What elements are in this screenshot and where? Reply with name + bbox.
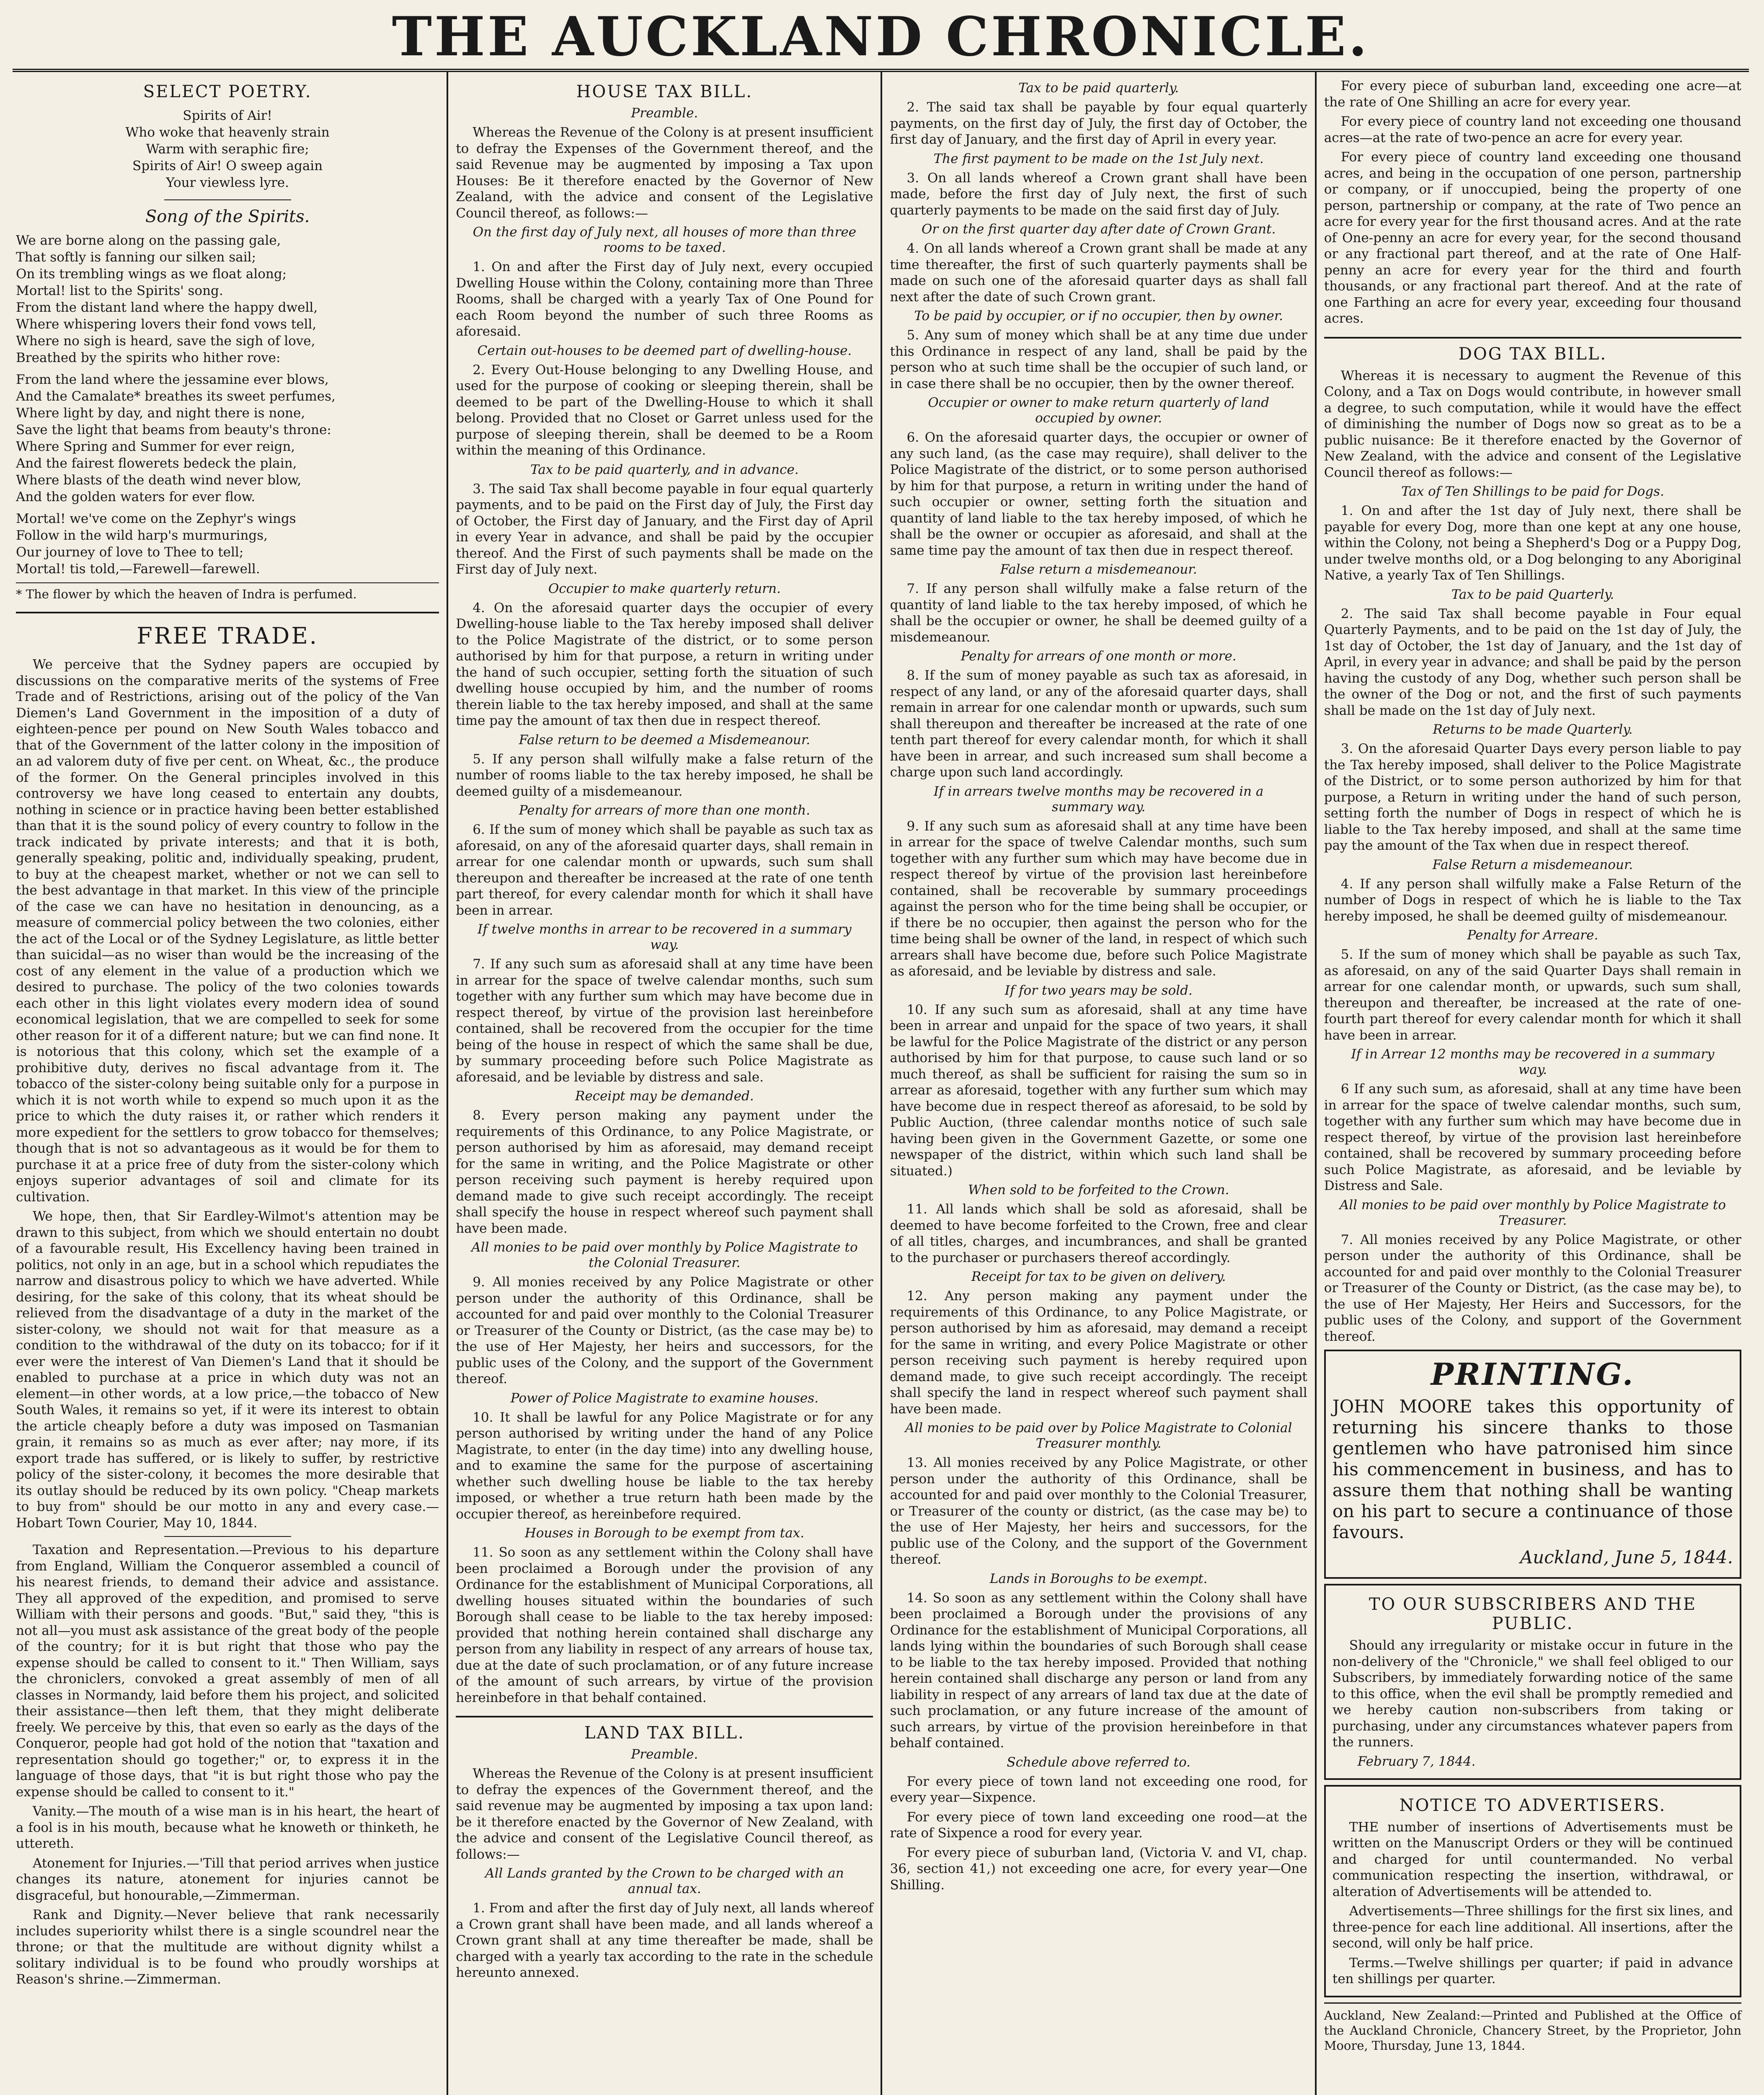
clause-paragraph: 13. All monies received by any Police Magistrate, or other person under the authority of this Ordinance, shall be accounted for and paid over monthly to the Colonial Treasurer, or Treasurer of the county or district, (as the case may be) to the use of Her Majesty, her heirs and successors, for the public use of the Colony, and the support of the Government thereof.: [890, 1455, 1307, 1567]
intro-line: Spirits of Air! O sweep again: [132, 158, 323, 173]
sidenote: Receipt may be demanded.: [575, 1089, 754, 1104]
sidenote: All monies to be paid over by Police Magistrate to Colonial Treasurer monthly.: [905, 1420, 1292, 1451]
verse-line: Mortal! tis told,—Farewell—farewell.: [16, 561, 260, 577]
preamble-label: Preamble.: [631, 1747, 698, 1762]
printing-title: PRINTING.: [1431, 1356, 1635, 1392]
advertisers-terms: Terms.—Twelve shillings per quarter; if paid in advance ten shillings per quarter.: [1332, 1955, 1733, 1986]
verse-line: Where no sigh is heard, save the sigh of love,: [16, 334, 315, 349]
sidenote: All monies to be paid over monthly by Police Magistrate to the Colonial Treasurer.: [471, 1240, 858, 1270]
subscribers-text: Should any irregularity or mistake occur in future in the non-delivery of the "Chronicle," we shall feel obliged to our Subscribers, by immediately forwarding notice of the same to this office, when the evil shall be promptly remedied and we hereby caution non-subscribers from taking or purchasing, under any circumstances whatever papers from the runners.: [1332, 1638, 1733, 1750]
verse-line: And the golden waters for ever flow.: [16, 489, 256, 504]
sidenote: Certain out-houses to be deemed part of dwelling-house.: [477, 343, 852, 358]
verse-line: On its trembling wings as we float along;: [16, 266, 287, 282]
clause-paragraph: 4. On all lands whereof a Crown grant shall be made at any time thereafter, the first of such quarterly payments shall be made on such one of the aforesaid quarter days as shall fall next after the date of such Crown grant.: [890, 241, 1307, 305]
verse-line: Where whispering lovers their fond vows tell,: [16, 317, 317, 332]
printing-date: Auckland, June 5, 1844.: [1520, 1547, 1733, 1567]
clause-paragraph: 7. All monies received by any Police Magistrate, or other person under the authority of this Ordinance, shall be accounted for and paid over monthly to the Colonial Treasurer or Treasurer of the County or District, (as the case may be), to the use of Her Majesty, Her Heirs and Successors, for the public uses of the Colony, and support of the Government thereof.: [1324, 1232, 1741, 1344]
clause-paragraph: 9. If any such sum as aforesaid shall at any time have been in arrear for the space of twelve Calendar months, such sum together with any further sum which may have become due in respect thereof by virtue of the provision last hereinbefore contained, shall be recoverable by summary proceedings against the person who for the time being shall be occupier, or if there be no occupier, then against the person who for the time being shall be owner of the land, in respect of which such arrears shall have become due, before such Police Magistrate as aforesaid, and be leviable by distress and sale.: [890, 818, 1307, 979]
vanity-paragraph: Vanity.—The mouth of a wise man is in his heart, the heart of a fool is in his mouth, because what he knoweth or thinketh, he uttereth.: [16, 1804, 439, 1851]
schedule-item: For every piece of country land exceeding one thousand acres, and being in the occupation of one person, partnership or company, or if unoccupied, being the property of one person, partnership or company, at the rate of Two pence an acre for every year for the first thousand acres. And at the rate of One-penny an acre for every year, for the second thousand or any fractional part thereof, and at the rate of One Half-penny an acre for every year for the third and fourth thousands, or any fractional part thereof. And at the rate of one Farthing an acre for every year, exceeding four thousand acres.: [1324, 150, 1741, 326]
clause-paragraph: For every piece of town land exceeding one rood—at the rate of Sixpence a rood for every year.: [890, 1809, 1307, 1841]
clause-paragraph: 7. If any person shall wilfully make a false return of the quantity of land liable to the tax hereby imposed, of which he shall be the occupier or owner, he shall be deemed guilty of a misdemeanour.: [890, 581, 1307, 645]
sidenote: Occupier or owner to make return quarterly of land occupied by owner.: [928, 395, 1269, 426]
clause-paragraph: 5. If any person shall wilfully make a false return of the number of rooms liable to the tax hereby imposed, he shall be deemed guilty of a misdemeanour.: [456, 751, 873, 799]
intro-line: Your viewless lyre.: [166, 175, 289, 190]
advertisers-heading: NOTICE TO ADVERTISERS.: [1399, 1795, 1666, 1815]
sidenote: Schedule above referred to.: [1007, 1754, 1191, 1770]
sidenote: Returns to be made Quarterly.: [1433, 722, 1633, 737]
clause-paragraph: 4. On the aforesaid quarter days the occupier of every Dwelling-house liable to the Tax hereby imposed shall deliver to the Police Magistrate of the district, or to some person authorised by him for that purpose, a return in writing under the hand of such occupier, setting forth the situation of such dwelling house occupied by him, and the number of rooms therein liable to the tax hereby imposed, and shall at the same time pay the amount of tax then due in respect thereof.: [456, 600, 873, 728]
stanza-2: [16, 371, 439, 505]
verse-line: We are borne along on the passing gale,: [16, 233, 281, 248]
sidenote: Tax to be paid quarterly.: [1018, 80, 1179, 96]
clause-paragraph: 10. If any such sum as aforesaid, shall at any time have been in arrear and unpaid for the space of two years, it shall be lawful for the Police Magistrate of the district or any person authorised by him for that purpose, to cause such land or so much thereof, as shall be sufficient for raising the sum so in arrear as aforesaid, together with any further sum which may have become due in respect thereof as aforesaid, to be sold by Public Auction, (three calendar months notice of such sale having been given in the Government Gazette, or some one newspaper of the district, within which such land shall be situated.): [890, 1002, 1307, 1179]
sidenote: Lands in Boroughs to be exempt.: [989, 1571, 1208, 1586]
verse-line: Where light by day, and night there is none,: [16, 406, 305, 421]
verse-line: Mortal! list to the Spirits' song.: [16, 283, 223, 298]
clause-paragraph: For every piece of suburban land, (Victoria V. and VI, chap. 36, section 41,) not exceeding one acre, for every year—One Shilling.: [890, 1845, 1307, 1893]
verse-line: And the Camalate* breathes its sweet perfumes,: [16, 389, 336, 404]
sidenote: All Lands granted by the Crown to be charged with an annual tax.: [485, 1866, 844, 1896]
verse-line: And the fairest flowerets bedeck the plain,: [16, 456, 297, 471]
poetry-heading: SELECT POETRY.: [143, 82, 312, 101]
verse-line: From the land where the jessamine ever blows,: [16, 372, 329, 387]
sidenote: Penalty for arrears of one month or more.: [961, 649, 1237, 664]
sidenote: False return a misdemeanour.: [1000, 562, 1197, 577]
clause-paragraph: 5. If the sum of money which shall be payable as such Tax, as aforesaid, on any of the said Quarter Days shall remain in arrear for one calendar month, or upwards, such sum shall, thereupon and thereafter, be increased at the rate of one-fourth part thereof for every calendar month for which it shall have been in arrear.: [1324, 947, 1741, 1043]
printing-text: JOHN MOORE takes this opportunity of returning his sincere thanks to those gentlemen who have patronised him since his commencement in business, and has to assure them that nothing shall be wanting on his part to secure a continuance of those favours.: [1332, 1396, 1733, 1542]
divider: [164, 1536, 291, 1537]
stanza-1: [16, 232, 439, 366]
verse-line: Breathed by the spirits who hither rove:: [16, 350, 281, 365]
columns: [13, 72, 1749, 2095]
printing-advertisement: [1324, 1350, 1741, 1579]
sidenote: If for two years may be sold.: [1005, 983, 1193, 998]
dog-tax-heading: DOG TAX BILL.: [1458, 344, 1607, 364]
sidenote: The first payment to be made on the 1st July next.: [933, 151, 1264, 166]
advertisers-rates: Advertisements—Three shillings for the first six lines, and three-pence for each line additional. All insertions, after the second, will only be half price.: [1332, 1904, 1733, 1951]
imprint: Auckland, New Zealand:—Printed and Published at the Office of the Auckland Chronicle, Chancery Street, by the Proprietor, John Moore, Thursday, June 13, 1844.: [1324, 2002, 1741, 2053]
atonement-paragraph: Atonement for Injuries.—'Till that period arrives when justice changes its nature, atonement for injuries cannot be disgraceful, but honourable,—Zimmerman.: [16, 1855, 439, 1903]
subscribers-date: February 7, 1844.: [1357, 1754, 1476, 1769]
clause-paragraph: Whereas the Revenue of the Colony is at present insufficient to defray the Expenses of the Government thereof, and the said Revenue may be augmented by imposing a Tax upon Houses: Be it therefore enacted by the Governor of New Zealand, with the advice and consent of the Legislative Council thereof, as follows:—: [456, 125, 873, 221]
sidenote: Tax to be paid quarterly, and in advance.: [530, 462, 799, 477]
verse-line: That softly is fanning our silken sail;: [16, 250, 256, 265]
intro-line: Spirits of Air!: [183, 108, 272, 123]
clause-paragraph: 14. So soon as any settlement within the Colony shall have been proclaimed a Borough under the provisions of any Ordinance for the establishment of Municipal Corporations, all lands lying within the boundaries of such Borough shall cease to be liable to the tax hereby imposed. Provided that nothing herein contained shall discharge any person or land from any liability in respect of any arrears of land tax due at the date of such proclamation, or any future increase of the amount of such arrears, by virtue of the provision hereinbefore in that behalf contained.: [890, 1590, 1307, 1751]
sidenote: If in arrears twelve months may be recovered in a summary way.: [933, 784, 1264, 815]
sidenote: All monies to be paid over monthly by Police Magistrate to Treasurer.: [1339, 1197, 1726, 1228]
subscribers-heading: TO OUR SUBSCRIBERS AND THE PUBLIC.: [1369, 1595, 1697, 1633]
land-tax-preamble: Whereas the Revenue of the Colony is at present insufficient to defray the expences of the Government thereof, and the said revenue may be augmented by imposing a tax upon land: be it therefore enacted by the Governor of New Zealand, with the advice and consent of the Legislative Council thereof, as follows:—: [456, 1766, 873, 1862]
poetry-intro: [16, 107, 439, 191]
verse-line: From the distant land where the happy dwell,: [16, 300, 318, 315]
clause-paragraph: 12. Any person making any payment under the requirements of this Ordinance, to any Police Magistrate, or person authorised by him as aforesaid, may demand a receipt for the same in writing, and every Police Magistrate or other person receiving such payment is hereby required upon demand made, to give such receipt accordingly. The receipt shall specify the land in respect whereof such payment shall have been made.: [890, 1288, 1307, 1417]
subscribers-notice: [1324, 1584, 1741, 1780]
sidenote: If in Arrear 12 months may be recovered in a summary way.: [1351, 1047, 1715, 1077]
clause-paragraph: 6. On the aforesaid quarter days, the occupier or owner of any such land, (as the case may require), shall deliver to the Police Magistrate of the district, or to some person authorised by him for that purpose, a return in writing under the hand of such occupier or owner, setting forth the situation and quantity of land liable to the tax hereby imposed, of which he shall be the owner or occupier as aforesaid, and shall at the same time pay the amount of tax then due in respect thereof.: [890, 430, 1307, 558]
clause-paragraph: 2. The said Tax shall become payable in Four equal Quarterly Payments, and to be paid on the 1st day of July, the 1st day of October, the 1st day of January, and the 1st day of April, in every year in advance; and shall be paid by the person having the custody of any Dog, whether such person shall be the owner of the Dog or not, and the first of such payments shall be made on the 1st day of July next.: [1324, 606, 1741, 718]
clause-paragraph: Whereas it is necessary to augment the Revenue of this Colony, and a Tax on Dogs would contribute, in however small a degree, to such computation, while it would have the effect of diminishing the number of Dogs now so great as to be a public nuisance: Be it therefore enacted by the Governor of New Zealand, with the advice and consent of the Legislative Council thereof as follows:—: [1324, 368, 1741, 480]
clause-paragraph: 10. It shall be lawful for any Police Magistrate or for any person authorised by writing under the hand of any Police Magistrate, to enter (in the day time) into any dwelling house, and to examine the same for the purpose of ascertaining whether such dwelling house be liable to the tax hereby imposed, or whether a true return hath been made by the occupier thereof, as hereinbefore required.: [456, 1410, 873, 1522]
clause-paragraph: 1. On and after the 1st day of July next, there shall be payable for every Dog, more than one kept at any one house, within the Colony, not being a Shepherd's Dog or a Puppy Dog, under twelve months old, or a Dog belonging to any Aboriginal Native, a yearly Tax of Ten Shillings.: [1324, 503, 1741, 583]
column-2: [447, 72, 881, 2095]
clause-paragraph: For every piece of town land not exceeding one rood, for every year—Sixpence.: [890, 1774, 1307, 1805]
intro-line: Warm with seraphic fire;: [146, 142, 309, 157]
sidenote: Tax to be paid Quarterly.: [1451, 587, 1614, 602]
clause-paragraph: 3. The said Tax shall become payable in four equal quarterly payments, and to be paid on the First day of July, the First day of October, the First day of January, and the First day of April in every Year in advance, and shall be paid by the occupier thereof. And the First of such payments shall be made on the First day of July next.: [456, 481, 873, 577]
clause-paragraph: 11. So soon as any settlement within the Colony shall have been proclaimed a Borough under the provision of any Ordinance for the establishment of Municipal Corporations, all dwelling houses situated within the boundaries of such Borough shall cease to be liable to the tax hereby imposed: provided that nothing herein contained shall discharge any person from any liability in respect of any arrears of house tax, due at the date of such proclamation, or of any future increase of the amount of such arrears, by virtue of the provision hereinbefore in that behalf contained.: [456, 1545, 873, 1705]
clause-paragraph: 8. If the sum of money payable as such tax as aforesaid, in respect of any land, or any of the aforesaid quarter days, shall remain in arrear for one calendar month or upwards, such sum shall thereupon and thereafter be increased at the rate of one tenth part thereof for every calendar month, for which it shall have been in arrear, and such increased sum shall become a charge upon such land accordingly.: [890, 668, 1307, 780]
clause-paragraph: 9. All monies received by any Police Magistrate or other person under the authority of this Ordinance, shall be accounted for and paid over monthly to the Colonial Treasurer or Treasurer of the County or District, (as the case may be) to the use of Her Majesty, her heirs and successors, for the public uses of the Colony, and the support of the Government thereof.: [456, 1275, 873, 1386]
sidenote: Receipt for tax to be given on delivery.: [971, 1269, 1226, 1284]
taxation-paragraph: Taxation and Representation.—Previous to his departure from England, William the Conqueror assembled a council of his nearest friends, to demand their advice and assistance. They all approved of the expedition, and promised to serve William with their persons and goods. "But," said they, "this is not all—you must ask assistance of the great body of the people of the country; for it is but right that those who pay the expense should be called to consent to it." Then William, says the chroniclers, convoked a great assembly of men of all classes in Normandy, laid before them his project, and solicited their assistance—then left them, that they might deliberate freely. We perceive by this, that even so early as the days of the Conqueror, people had got hold of the notion that "taxation and representation should go together;" or, to express it in the language of those days, that "it is but right those who pay the expense should be called to consent to it.": [16, 1542, 439, 1800]
sidenote: To be paid by occupier, or if no occupier, then by owner.: [914, 308, 1283, 323]
clause-paragraph: 11. All lands which shall be sold as aforesaid, shall be deemed to have become forfeited to the Crown, free and clear of all titles, charges, and incumbrances, and shall be granted to the purchaser or purchasers thereof accordingly.: [890, 1202, 1307, 1265]
rank-paragraph: Rank and Dignity.—Never believe that rank necessarily includes superiority whilst there is a single scoundrel near the throne; or that the multitude are without dignity whilst a solitary individual is to be found who proudly worships at Reason's shrine.—Zimmerman.: [16, 1907, 439, 1987]
land-tax-clause: 1. From and after the first day of July next, all lands whereof a Crown grant shall have been made, and all lands whereof a Crown grant shall at any time thereafter be made, shall be charged with a yearly tax according to the rate in the schedule hereunto annexed.: [456, 1901, 873, 1980]
clause-paragraph: 6. If the sum of money which shall be payable as such tax as aforesaid, on any of the aforesaid quarter days, shall remain in arrear for one calendar month or upwards, such sum shall thereupon and thereafter be increased at the rate of one tenth part thereof, for every calendar month for which it shall have been in arrear.: [456, 822, 873, 918]
land-tax-heading: LAND TAX BILL.: [584, 1723, 745, 1743]
house-tax-body: [456, 124, 873, 1706]
intro-line: Who woke that heavenly strain: [125, 125, 330, 140]
stanza-3: [16, 510, 439, 577]
sidenote: Tax of Ten Shillings to be paid for Dogs.: [1401, 484, 1664, 499]
sidenote: Power of Police Magistrate to examine houses.: [510, 1390, 819, 1406]
dog-tax-body: [1324, 368, 1741, 1345]
column-3: [881, 72, 1315, 2095]
poem-title: Song of the Spirits.: [145, 207, 310, 226]
article-paragraph: We hope, then, that Sir Eardley-Wilmot's attention may be drawn to this subject, from which we should entertain no doubt of a favourable result, His Excellency having been trained in politics, not only in an age, but in a school which repudiates the narrow and disastrous policy to which we have adverted. While desiring, for the sake of this colony, that its wheat should be relieved from the disadvantage of a duty in the market of the sister-colony, we should not wait for that measure as a condition to the withdrawal of the duty on its tobacco; for if it ever were the interest of Van Diemen's Land that it should be enabled to purchase at a price in which duty was not an element—in other words, at a low price,—the tobacco of New South Wales, it remains so yet, if it were its interest to obtain the article cheaply before a duty was imposed on Tasmanian grain, it remains so as much as ever after; nay more, if its export trade has suffered, or is likely to suffer, by restrictive policy of the sister-colony, it becomes the more desirable that its outlay should be reduced by its own policy. "Cheap markets to buy from" should be our motto in any and every case.—Hobart Town Courier, May 10, 1844.: [16, 1209, 439, 1531]
column-4: [1315, 72, 1749, 2095]
land-tax-body: [890, 80, 1307, 1893]
clause-paragraph: 8. Every person making any payment under the requirements of this Ordinance, to any Police Magistrate, or person authorised by him as aforesaid, may demand receipt for the same in writing, and the Police Magistrate or other person receiving such payment is hereby required upon demand made to give such receipt accordingly. The receipt shall specify the house in respect whereof such payment shall have been made.: [456, 1108, 873, 1236]
article-paragraph: We perceive that the Sydney papers are occupied by discussions on the comparative merits of the systems of Free Trade and of Restrictions, arising out of the policy of the Van Diemen's Land Government in the imposition of a duty of eighteen-pence per pound on New South Wales tobacco and that of the Government of the latter colony in the imposition of an ad valorem duty of five per cent. on Wheat, &c., the produce of the former. On the General principles involved in this controversy we have long ceased to entertain any doubts, nothing in science or in practice having been better established than that it is the sound policy of every country to follow in the track indicated by private interests; and that it is both, generally speaking, politic and, individually speaking, prudent, to buy at the cheapest market, whether or not we can sell to the best advantage in that market. In this view of the principle of the case we can have no hesitation in denouncing, as a measure of commercial policy between the two colonies, either the act of the Local or of the Sydney Legislature, as little better than suicidal—as no wiser than would be the increasing of the cost of any element in the value of a production which we desired to purchase. The policy of the two colonies towards each other in this light violates every modern idea of sound economical legislation, that we are compelled to seek for some other reason for it of a different nature; but we can find none. It is notorious that this colony, which set the example of a prohibitive duty, derives no fiscal advantage from it. The tobacco of the sister-colony being suitable only for a purpose in which it is not worth while to expend so much upon it as the price to which the duty raises it, or rather which renders it more expedient for the settlers to grow tobacco for themselves; though that is not so advantageous as it would be for them to purchase it at a price free of duty from the sister-colony which enjoys superior advantages of soil and climate for its cultivation.: [16, 657, 439, 1205]
verse-line: Our journey of love to Thee to tell;: [16, 545, 244, 560]
clause-paragraph: 7. If any such sum as aforesaid shall at any time have been in arrear for the space of twelve calendar months, such sum together with any further sum which may have become due in respect thereof, by virtue of the provision last hereinbefore contained, shall be recovered from the occupier for the time being of the house in respect of which the same shall be due, by summary proceeding before such Police Magistrate as aforesaid, and be leviable by distress and sale.: [456, 957, 873, 1085]
masthead: THE AUCKLAND CHRONICLE.: [13, 8, 1749, 72]
sidenote: If twelve months in arrear to be recovered in a summary way.: [478, 922, 852, 952]
section-divider: [456, 1716, 873, 1717]
advertisers-notice: [1324, 1785, 1741, 1997]
clause-paragraph: 2. The said tax shall be payable by four equal quarterly payments, on the first day of July, the first day of October, the first day of January, and the first day of April in every year.: [890, 100, 1307, 147]
house-tax-heading: HOUSE TAX BILL.: [576, 82, 753, 101]
clause-paragraph: 3. On the aforesaid Quarter Days every person liable to pay the Tax hereby imposed, shall deliver to the Police Magistrate of the District, or to some person authorized by him for that purpose, a Return in writing under the hand of such person, setting forth the number of Dogs in respect of which he is liable to the Tax hereby imposed, and shall at the same time pay the amount of the Tax when due in respect thereof.: [1324, 741, 1741, 853]
poem-footnote: * The flower by which the heaven of Indra is perfumed.: [16, 582, 439, 602]
sidenote: Occupier to make quarterly return.: [548, 581, 781, 596]
verse-line: Save the light that beams from beauty's throne:: [16, 422, 331, 437]
sidenote: When sold to be forfeited to the Crown.: [968, 1182, 1229, 1198]
verse-line: Follow in the wild harp's murmurings,: [16, 528, 268, 543]
sidenote: Penalty for Arreare.: [1467, 928, 1599, 943]
sidenote: Penalty for arrears of more than one month.: [519, 803, 810, 818]
clause-paragraph: 4. If any person shall wilfully make a False Return of the number of Dogs in respect of which he is liable to the Tax hereby imposed, he shall be deemed guilty of misdemeanour.: [1324, 876, 1741, 924]
clause-paragraph: 1. On and after the First day of July next, every occupied Dwelling House within the Colony, containing more than Three Rooms, shall be charged with a yearly Tax of One Pound for each Room beyond the number of such three Rooms as aforesaid.: [456, 259, 873, 339]
schedule-item: For every piece of suburban land, exceeding one acre—at the rate of One Shilling an acre for every year.: [1324, 78, 1741, 110]
sidenote: False return to be deemed a Misdemeanour.: [519, 732, 810, 747]
clause-paragraph: 2. Every Out-House belonging to any Dwelling House, and used for the purpose of cooking or sleeping therein, shall be deemed to be part of the Dwelling-House to which it shall belong. Provided that no Closet or Garret unless used for the purpose of sleeping therein, shall be deemed to be a Room within the meaning of this Ordinance.: [456, 362, 873, 458]
advertisers-text: THE number of insertions of Advertisements must be written on the Manuscript Orders or they will be continued and charged for until countermanded. No verbal communication respecting the insertion, withdrawal, or alteration of Advertisements will be attended to.: [1332, 1819, 1733, 1899]
divider: [164, 199, 291, 200]
sidenote: Or on the first quarter day after date of Crown Grant.: [921, 222, 1276, 237]
sidenote: Houses in Borough to be exempt from tax.: [524, 1526, 804, 1541]
verse-line: Where blasts of the death wind never blow,: [16, 473, 302, 488]
clause-paragraph: 5. Any sum of money which shall be at any time due under this Ordinance in respect of any land, shall be paid by the person who at such time shall be the occupier of such land, or in case there shall be no occupier, then by the owner thereof.: [890, 328, 1307, 391]
schedule-item: For every piece of country land not exceeding one thousand acres—at the rate of two-pence an acre for every year.: [1324, 114, 1741, 145]
section-divider: [16, 612, 439, 613]
clause-paragraph: 6 If any such sum, as aforesaid, shall at any time have been in arrear for the space of twelve calendar months, such sum, together with any further sum which may have become due in respect thereof, by virtue of the provision last hereinbefore contained, shall be recovered by summary proceeding before such Police Magistrate, as aforesaid, and be leviable by Distress and Sale.: [1324, 1081, 1741, 1193]
free-trade-heading: FREE TRADE.: [137, 623, 318, 649]
section-divider: [1324, 337, 1741, 339]
sidenote: On the first day of July next, all houses of more than three rooms to be taxed.: [473, 225, 857, 255]
verse-line: Where Spring and Summer for ever reign,: [16, 439, 295, 454]
clause-paragraph: 3. On all lands whereof a Crown grant shall have been made, before the first day of July next, the first of such quarterly payments to be made on the said first day of July.: [890, 170, 1307, 218]
verse-line: Mortal! we've come on the Zephyr's wings: [16, 511, 296, 526]
column-1: [13, 72, 447, 2095]
sidenote: False Return a misdemeanour.: [1432, 857, 1633, 872]
preamble-label: Preamble.: [631, 106, 698, 121]
